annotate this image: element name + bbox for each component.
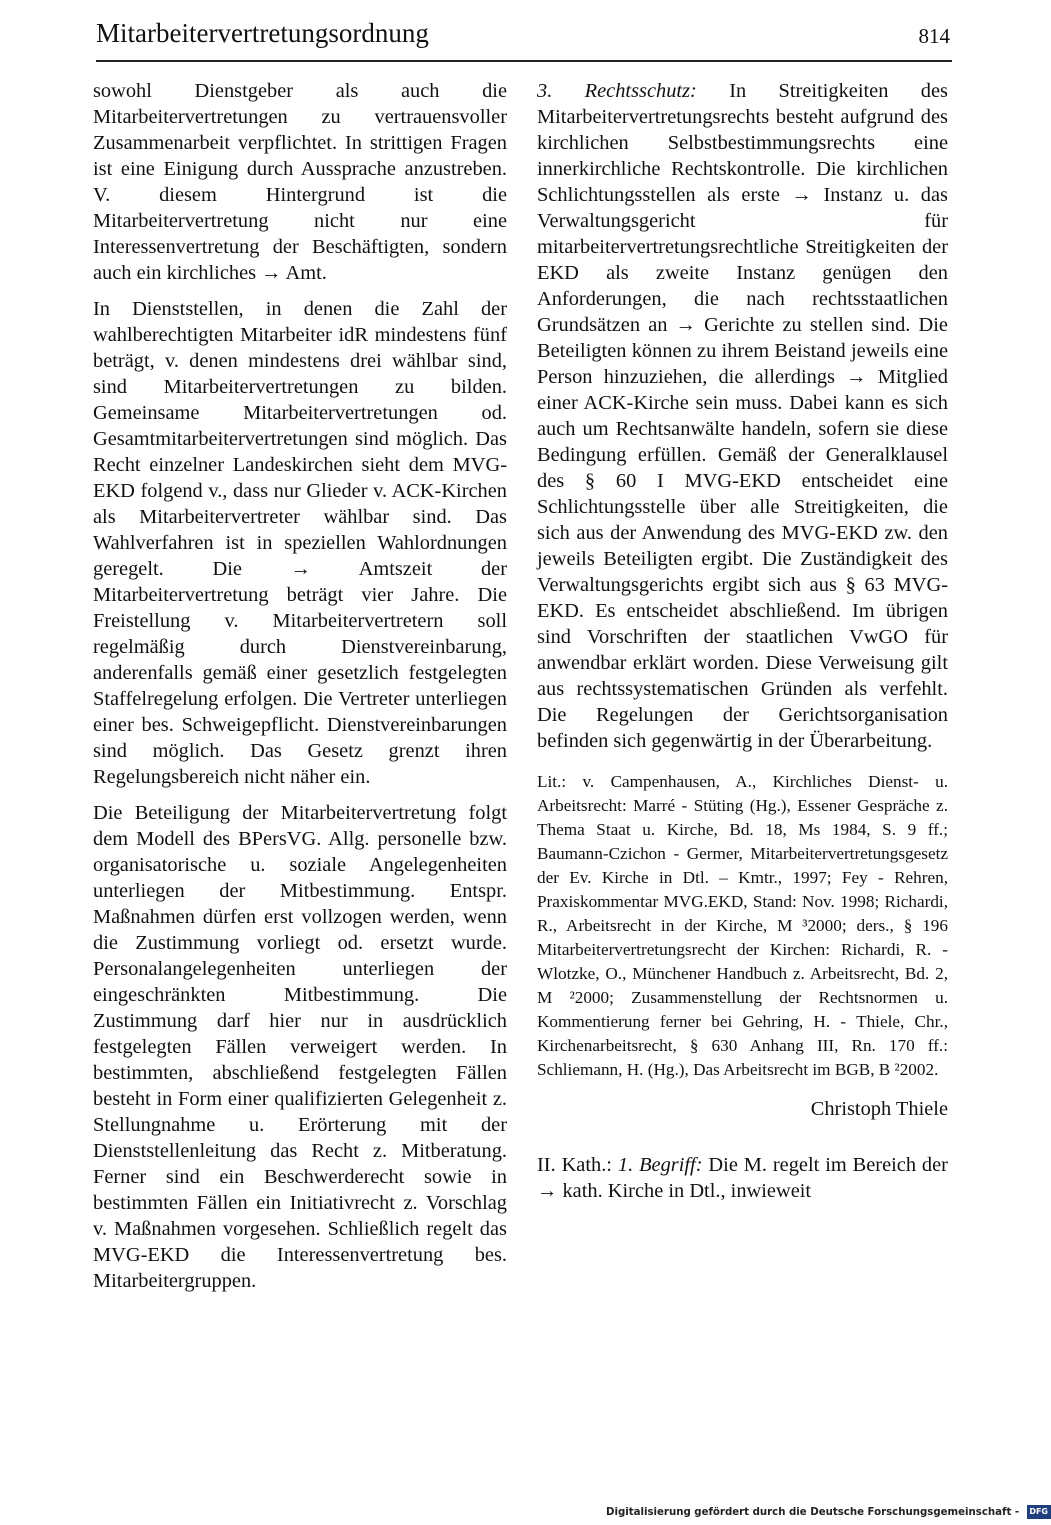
section-heading: 1. Begriff: xyxy=(617,1154,703,1176)
paragraph: In Dienststellen, in denen die Zahl der wahlberechtigten Mitarbeiter idR mindestens fünf beträgt, v. denen mindestens drei wählbar sind, sind Mitarbeitervertretungen zu bilden. Gemeinsame Mitarbeitervertretungen od. Gesamtmitarbeitervertretungen sind möglich. Das Recht einzelner Landeskirchen sieht dem MVG-EKD folgend v., dass nur Glieder v. ACK-Kirchen als Mitarbeitervertreter wählbar sind. Das Wahlverfahren ist in speziellen Wahlordnungen geregelt. Die → Amtszeit der Mitarbeitervertretung beträgt vier Jahre. Die Freistellung v. Mitarbeitervertretern soll regelmäßig durch Dienstvereinbarung, anderenfalls gemäß einer gesetzlich festgelegten Staffelregelung erfolgen. Die Vertreter unterliegen einer bes. Schweigepflicht. Dienstvereinbarungen sind möglich. Das Gesetz grenzt ihren Regelungsbereich nicht näher ein. xyxy=(93,298,507,788)
section-prefix: II. Kath.: xyxy=(537,1154,612,1176)
paragraph: Die Beteiligung der Mitarbeitervertretung folgt dem Modell des BPersVG. Allg. personelle bzw. organisatorische u. soziale Angelegenheiten unterliegen der Mitbestimmung. Entspr. Maßnahmen dürfen erst vollzogen werden, wenn die Zustimmung vorliegt od. ersetzt wurde. Personalangelegenheiten unterliegen der eingeschränkten Mitbestimmung. Die Zustimmung darf hier nur in ausdrücklich festgelegten Fällen verweigert werden. In bestimmten, abschließend festgelegten Fällen besteht in Form einer qualifizierten Gelegenheit z. Stellungnahme u. Erörterung mit der Dienststellenleitung das Recht z. Mitberatung. Ferner sind ein Beschwerderecht sowie in bestimmten Fällen ein Initiativrecht z. Vorschlag v. Maßnahmen vorgesehen. Schließlich regelt das MVG-EKD die Interessenvertretung bes. Mitarbeitergruppen. xyxy=(93,802,507,1292)
section-rechtsschutz xyxy=(537,78,948,754)
section-heading: 3. Rechtsschutz: xyxy=(537,80,697,102)
left-column xyxy=(93,78,507,1304)
paragraph: sowohl Dienstgeber als auch die Mitarbeitervertretungen zu vertrauensvoller Zusammenarbeit verpflichtet. In strittigen Fragen ist eine Einigung durch Aussprache anzustreben. V. diesem Hintergrund ist die Mitarbeitervertretung nicht nur eine Interessenvertretung der Beschäftigten, sondern auch ein kirchliches → Amt. xyxy=(93,80,507,284)
right-column xyxy=(537,78,948,1214)
author-signature: Christoph Thiele xyxy=(810,1098,948,1120)
running-title: Mitarbeitervertretungsordnung xyxy=(96,18,429,48)
dfg-logo-icon: DFG xyxy=(1027,1505,1051,1519)
page-number: 814 xyxy=(918,24,950,48)
section-kath xyxy=(537,1152,948,1204)
footer-text: Digitalisierung gefördert durch die Deutsche Forschungsgemeinschaft - xyxy=(606,1507,1020,1518)
literature-list: Lit.: v. Campenhausen, A., Kirchliches Dienst- u. Arbeitsrecht: Marré - Stüting (Hg.), Essener Gespräche z. Thema Staat u. Kirche, Bd. 18, Ms 1984, S. 9 ff.; Baumann-Czichon - Germer, Mitarbeitervertretungsgesetz der Ev. Kirche in Dtl. – Kmtr., 1997; Fey - Rehren, Praxiskommentar MVG.EKD, Stand: Nov. 1998; Richardi, R., Arbeitsrecht in der Kirche, M ³2000; ders., § 196 Mitarbeitervertretungsrecht der Kirchen: Richardi, R. - Wlotzke, O., Münchener Handbuch z. Arbeitsrecht, Bd. 2, M ²2000; Zusammenstellung der Rechtsnormen u. Kommentierung ferner bei Gehring, H. - Thiele, Chr., Kirchenarbeitsrecht, § 630 Anhang III, Rn. 170 ff.: Schliemann, H. (Hg.), Das Arbeitsrecht im BGB, B ²2002. xyxy=(537,772,948,1079)
section-text: In Streitigkeiten des Mitarbeitervertretungsrechts besteht aufgrund des kirchlichen Selbstbestimmungsrechts eine innerkirchliche Rechtskontrolle. Die kirchlichen Schlichtungsstellen als erste → Instanz u. das Verwaltungsgericht für mitarbeitervertretungsrechtliche Streitigkeiten der EKD als zweite Instanz genügen den Anforderungen, die nach rechtsstaatlichen Grundsätzen an → Gerichte zu stellen sind. Die Beteiligten können zu ihrem Beistand jeweils eine Person hinzuziehen, die allerdings → Mitglied einer ACK-Kirche sein muss. Dabei kann es sich auch um Rechtsanwälte handeln, sofern sie diese Bedingung erfüllen. Gemäß der Generalklausel des § 60 I MVG-EKD entscheidet eine Schlichtungsstelle über alle Streitigkeiten, die sich aus der Anwendung des MVG-EKD zw. den jeweils Beteiligten ergibt. Die Zuständigkeit des Verwaltungsgerichts ergibt sich aus § 63 MVG-EKD. Es entscheidet abschließend. Im übrigen sind Vorschriften der staatlichen VwGO für anwendbar erklärt worden. Diese Verweisung gilt aus rechtssystematischen Gründen als verfehlt. Die Regelungen der Gerichtsorganisation befinden sich gegenwärtig in der Überarbeitung. xyxy=(537,80,948,752)
digitization-footer xyxy=(606,1505,1048,1523)
page-header xyxy=(96,14,952,62)
section-text: Die M. regelt im Bereich der → kath. Kirche in Dtl., inwieweit xyxy=(537,1154,948,1202)
